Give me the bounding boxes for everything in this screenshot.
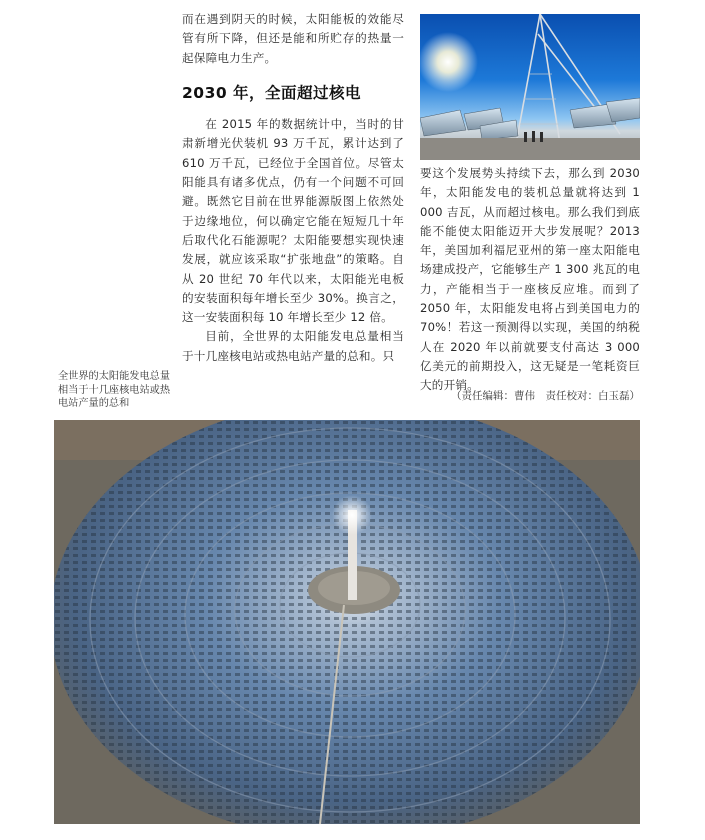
editor-credits: （责任编辑：曹伟 责任校对：白玉磊） [451,390,640,402]
left-column [182,10,404,366]
body-paragraph-1: 在 2015 年的数据统计中，当时的甘肃新增光伏装机 93 万千瓦，累计达到了 610 万千瓦，已经位于全国首位。尽管太阳能具有诸多优点，仍有一个问题不可回避。既然它目前在世界能源版图上依然处于边缘地位，何以确定它能在短短几十年后取代化石能源呢？太阳能要想实现快速发展，就应该采取“扩张地盘”的策略。自从 20 世纪 70 年代以来，太阳能光电板的安装面积每年增长至少 30%。换言之，这一安装面积每 10 年增长至少 12 倍。 [182,117,404,325]
body-paragraph-3: 要这个发展势头持续下去，那么到 2030 年，太阳能发电的装机总量就将达到 1 000 吉瓦，从而超过核电。那么我们到底能不能使太阳能迈开大步发展呢？2013 年，美国加利福尼亚州的第一座太阳能电场建成投产，它能够生产 1 300 兆瓦的电力，产能相当于一座核反应堆。而到了 2050 年，太阳能发电将占到美国电力的 70%！若这一预测得以实现，美国的纳税人在 2020 年以前就要支付高达 3 000 亿美元的前期投入，这无疑是一笔耗资巨大的开销。 [420,166,640,393]
intro-paragraph: 而在遇到阴天的时候，太阳能板的效能尽管有所下降，但还是能和所贮存的热量一起保障电力生产。 [182,12,404,65]
body-paragraph-2: 目前，全世界的太阳能发电总量相当于十几座核电站或热电站产量的总和。只 [182,329,404,363]
heliostat-field-aerial-photo [54,420,640,824]
section-heading: 2030 年，全面超过核电 [182,83,362,102]
right-column [420,164,640,396]
photo-caption: 全世界的太阳能发电总量相当于十几座核电站或热电站产量的总和 [58,371,171,409]
solar-tower-closeup-photo [420,14,640,160]
